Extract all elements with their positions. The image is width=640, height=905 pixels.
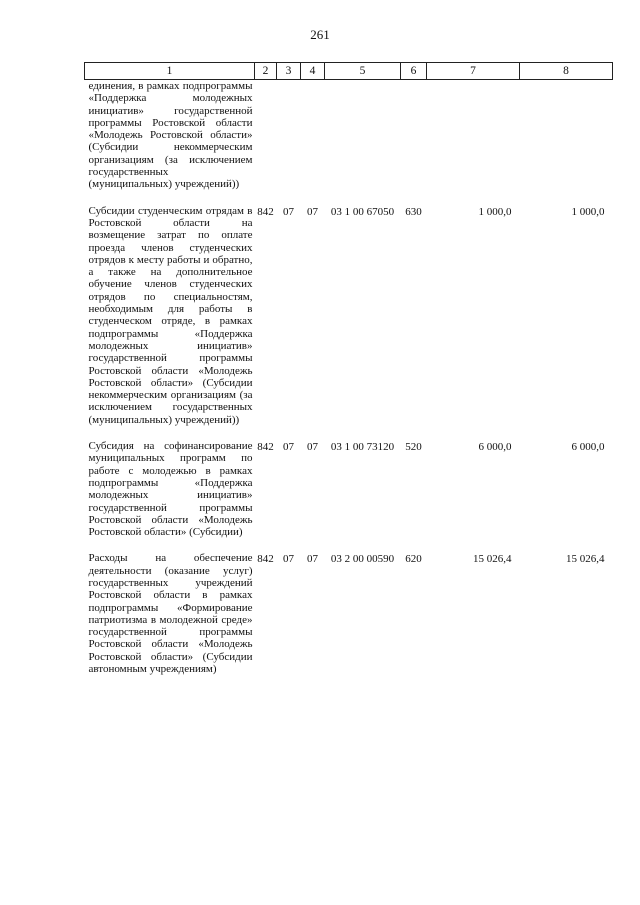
cell-expense-type (401, 80, 427, 205)
column-header: 2 (255, 63, 277, 80)
column-header: 6 (401, 63, 427, 80)
cell-target-article: 03 1 00 73120 (330, 441, 395, 454)
table-row (85, 440, 613, 552)
cell-subsection: 07 (307, 441, 318, 454)
row-description: Субсидия на софинансирование муниципальных программ по работе с молодежью в рамках подпрограммы «Поддержка молодежных инициатив» государственной программы Ростовской области «Молодежь Ростовской области» (Субсидии) (88, 440, 253, 539)
cell-amount-1 (427, 80, 520, 205)
cell-section: 07 (283, 441, 294, 454)
budget-table (84, 62, 613, 689)
column-header: 7 (427, 63, 520, 80)
cell-amount-2 (520, 80, 613, 205)
row-description: единения, в рамках подпрограммы «Поддержка молодежных инициатив» государственной программы Ростовской области «Молодежь Ростовской области» (Субсидии некоммерческим организациям (за исключением государственных (муниципальных) учреждений)) (88, 80, 253, 191)
cell-target-article: 03 2 00 00590 (330, 553, 395, 566)
column-header: 3 (277, 63, 301, 80)
cell-section: 07 (283, 553, 294, 566)
column-header: 8 (520, 63, 613, 80)
row-description: Субсидии студенческим отрядам в Ростовской области на возмещение затрат по оплате проезда членов студенческих отрядов к месту работы и обратно, а также на дополнительное обучение членов студенческих отрядов по специальностям, необходимым для работы в студенческом отряде, в рамках подпрограммы «Поддержка молодежных инициатив» государственной программы Ростовской области «Молодежь Ростовской области» (Субсидии некоммерческим организациям (за исключением государственных (муниципальных) учреждений)) (88, 204, 253, 426)
cell-amount-1: 6 000,0 (478, 441, 512, 454)
table-header-row (85, 63, 613, 80)
cell-subsection: 07 (307, 553, 318, 566)
cell-admin-code: 842 (257, 441, 274, 454)
cell-admin-code (255, 80, 277, 205)
cell-target-article (325, 80, 401, 205)
column-header: 4 (301, 63, 325, 80)
row-description: Расходы на обеспечение деятельности (оказание услуг) государственных учреждений Ростовской области в рамках подпрограммы «Формирование патриотизма в молодежной среде» государственной программы Ростовской области «Молодежь Ростовской области» (Субсидии автономным учреждениям) (88, 552, 253, 676)
column-header: 1 (85, 63, 255, 80)
cell-amount-2: 1 000,0 (571, 205, 605, 218)
cell-amount-2: 15 026,4 (566, 553, 605, 566)
cell-expense-type: 630 (405, 205, 422, 218)
cell-amount-1: 15 026,4 (473, 553, 512, 566)
cell-expense-type: 620 (405, 553, 422, 566)
column-header: 5 (325, 63, 401, 80)
cell-subsection (301, 80, 325, 205)
cell-expense-type: 520 (405, 441, 422, 454)
table-row (85, 552, 613, 689)
cell-section (277, 80, 301, 205)
cell-amount-1: 1 000,0 (478, 205, 512, 218)
table-row (85, 80, 613, 205)
cell-admin-code: 842 (257, 205, 274, 218)
page-number: 261 (310, 27, 330, 42)
cell-section: 07 (283, 205, 294, 218)
cell-subsection: 07 (307, 205, 318, 218)
table-row (85, 205, 613, 440)
cell-admin-code: 842 (257, 553, 274, 566)
cell-amount-2: 6 000,0 (571, 441, 605, 454)
cell-target-article: 03 1 00 67050 (330, 205, 395, 218)
